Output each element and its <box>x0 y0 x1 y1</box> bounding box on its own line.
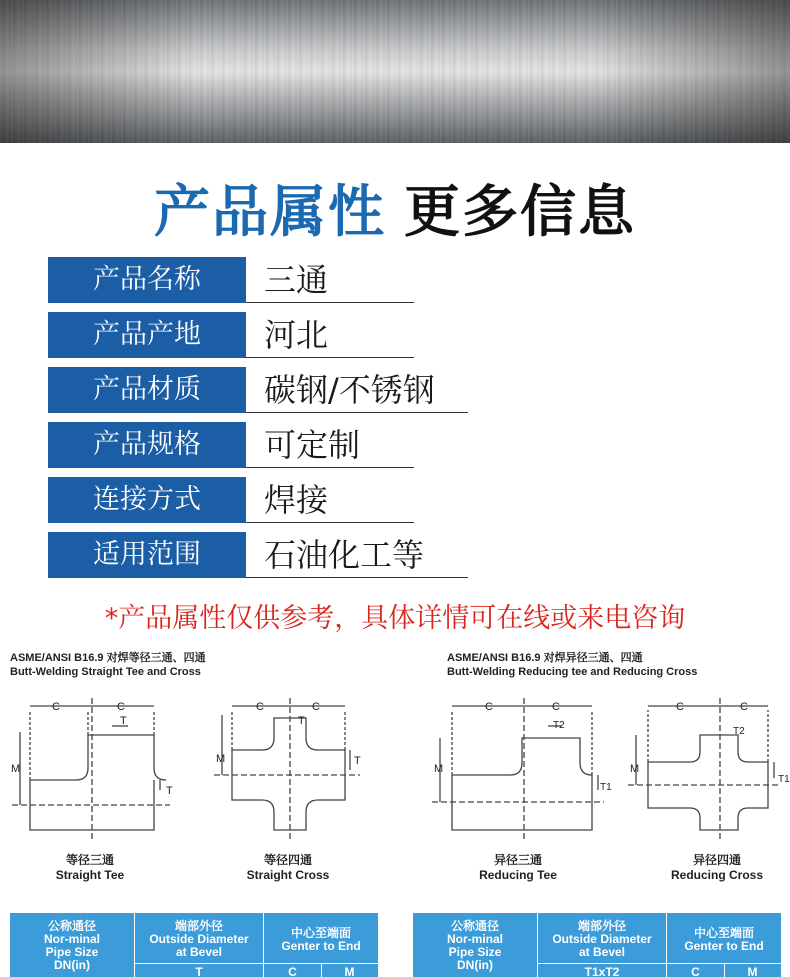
caption-en: Reducing Cross <box>670 868 763 882</box>
disclaimer-note: *产品属性仅供参考，具体详情可在线或来电咨询 <box>104 603 686 634</box>
fittings-diagram <box>0 690 790 850</box>
sub-col-c: C <box>288 965 297 977</box>
caption-cn: 等径四通 <box>263 853 312 867</box>
heading-product-attributes: 产品属性 <box>154 180 386 245</box>
attr-underline <box>246 357 414 358</box>
dim-label-c: C <box>312 701 320 713</box>
table-divider <box>537 963 781 964</box>
sub-col-t: T <box>195 965 203 977</box>
attr-underline <box>246 467 414 468</box>
sub-col-m: M <box>747 965 758 977</box>
banner-shade <box>0 0 790 143</box>
dim-label-t: T <box>298 715 305 727</box>
table-divider <box>134 963 378 964</box>
left-title-line1: ASME/ANSI B16.9 对焊等径三通、四通 <box>10 652 206 664</box>
right-spec-table-header <box>413 913 781 977</box>
sub-col-t1xt2: T1xT2 <box>584 965 620 977</box>
dim-label-t1: T1 <box>778 774 790 785</box>
dim-label-c: C <box>676 701 684 713</box>
dim-label-t2: T2 <box>733 726 745 737</box>
sub-col-m: M <box>344 965 355 977</box>
table-divider <box>134 913 135 977</box>
heading-more-info: 更多信息 <box>404 180 636 245</box>
table-divider <box>666 913 667 977</box>
dim-label-c: C <box>256 701 264 713</box>
attr-value: 可定制 <box>264 426 361 464</box>
attr-underline <box>246 412 468 413</box>
reducing-tee-caption <box>458 853 578 883</box>
straight-tee-drawing <box>12 698 170 840</box>
attr-label: 产品名称 <box>48 257 246 303</box>
brushed-steel-banner <box>0 0 790 143</box>
caption-cn: 异径四通 <box>692 853 741 867</box>
attr-value: 三通 <box>264 261 329 299</box>
col-outside-diameter: 端部外径 Outside Diameter at Bevel <box>552 919 652 959</box>
right-title-line1: ASME/ANSI B16.9 对焊异径三通、四通 <box>447 652 643 664</box>
sub-col-c: C <box>691 965 700 977</box>
dim-label-t: T <box>354 755 361 767</box>
table-divider <box>263 913 264 977</box>
caption-cn: 异径三通 <box>493 853 542 867</box>
caption-en: Reducing Tee <box>479 868 557 882</box>
dim-label-m: M <box>216 753 226 765</box>
dim-label-t1: T1 <box>600 782 612 793</box>
table-divider <box>724 963 725 977</box>
col-outside-diameter: 端部外径 Outside Diameter at Bevel <box>149 919 249 959</box>
dim-label-c: C <box>52 701 60 713</box>
table-divider <box>537 913 538 977</box>
dim-label-c: C <box>740 701 748 713</box>
col-nominal-size: 公称通径 Nor-minal Pipe Size DN(in) <box>446 919 503 972</box>
straight-cross-caption <box>228 853 348 883</box>
reducing-tee-drawing <box>432 698 604 840</box>
attr-label: 产品规格 <box>48 422 246 468</box>
attr-label: 产品产地 <box>48 312 246 358</box>
right-diagram-title <box>447 651 697 679</box>
dim-label-m: M <box>11 763 21 775</box>
table-divider <box>321 963 322 977</box>
reducing-cross-drawing <box>628 698 780 840</box>
dim-label-c: C <box>117 701 125 713</box>
dim-label-t: T <box>166 785 173 797</box>
attr-value: 焊接 <box>264 481 329 519</box>
straight-cross-drawing <box>214 698 360 840</box>
caption-cn: 等径三通 <box>65 853 114 867</box>
reducing-cross-caption <box>652 853 782 883</box>
attr-label: 连接方式 <box>48 477 246 523</box>
attr-underline <box>246 577 468 578</box>
attr-label: 适用范围 <box>48 532 246 578</box>
section-heading <box>0 168 790 248</box>
col-center-to-end: 中心至端面 Genter to End <box>684 926 764 953</box>
dim-label-t2: T2 <box>553 720 565 731</box>
left-diagram-title <box>10 651 206 679</box>
attr-label: 产品材质 <box>48 367 246 413</box>
attr-value: 碳钢/不锈钢 <box>264 371 435 409</box>
left-title-line2: Butt-Welding Straight Tee and Cross <box>10 666 201 678</box>
dim-label-t: T <box>120 715 127 727</box>
dim-label-c: C <box>552 701 560 713</box>
right-title-line2: Butt-Welding Reducing tee and Reducing Cross <box>447 666 698 678</box>
caption-en: Straight Cross <box>246 868 330 882</box>
dim-label-m: M <box>434 763 444 775</box>
dim-label-m: M <box>630 763 640 775</box>
attr-underline <box>246 522 414 523</box>
attr-value: 河北 <box>264 316 329 354</box>
left-spec-table-header <box>10 913 378 977</box>
col-nominal-size: 公称通径 Nor-minal Pipe Size DN(in) <box>43 919 100 972</box>
straight-tee-caption <box>30 853 150 883</box>
attr-value: 石油化工等 <box>264 536 425 574</box>
caption-en: Straight Tee <box>55 868 125 882</box>
attr-underline <box>246 302 414 303</box>
col-center-to-end: 中心至端面 Genter to End <box>281 926 361 953</box>
dim-label-c: C <box>485 701 493 713</box>
